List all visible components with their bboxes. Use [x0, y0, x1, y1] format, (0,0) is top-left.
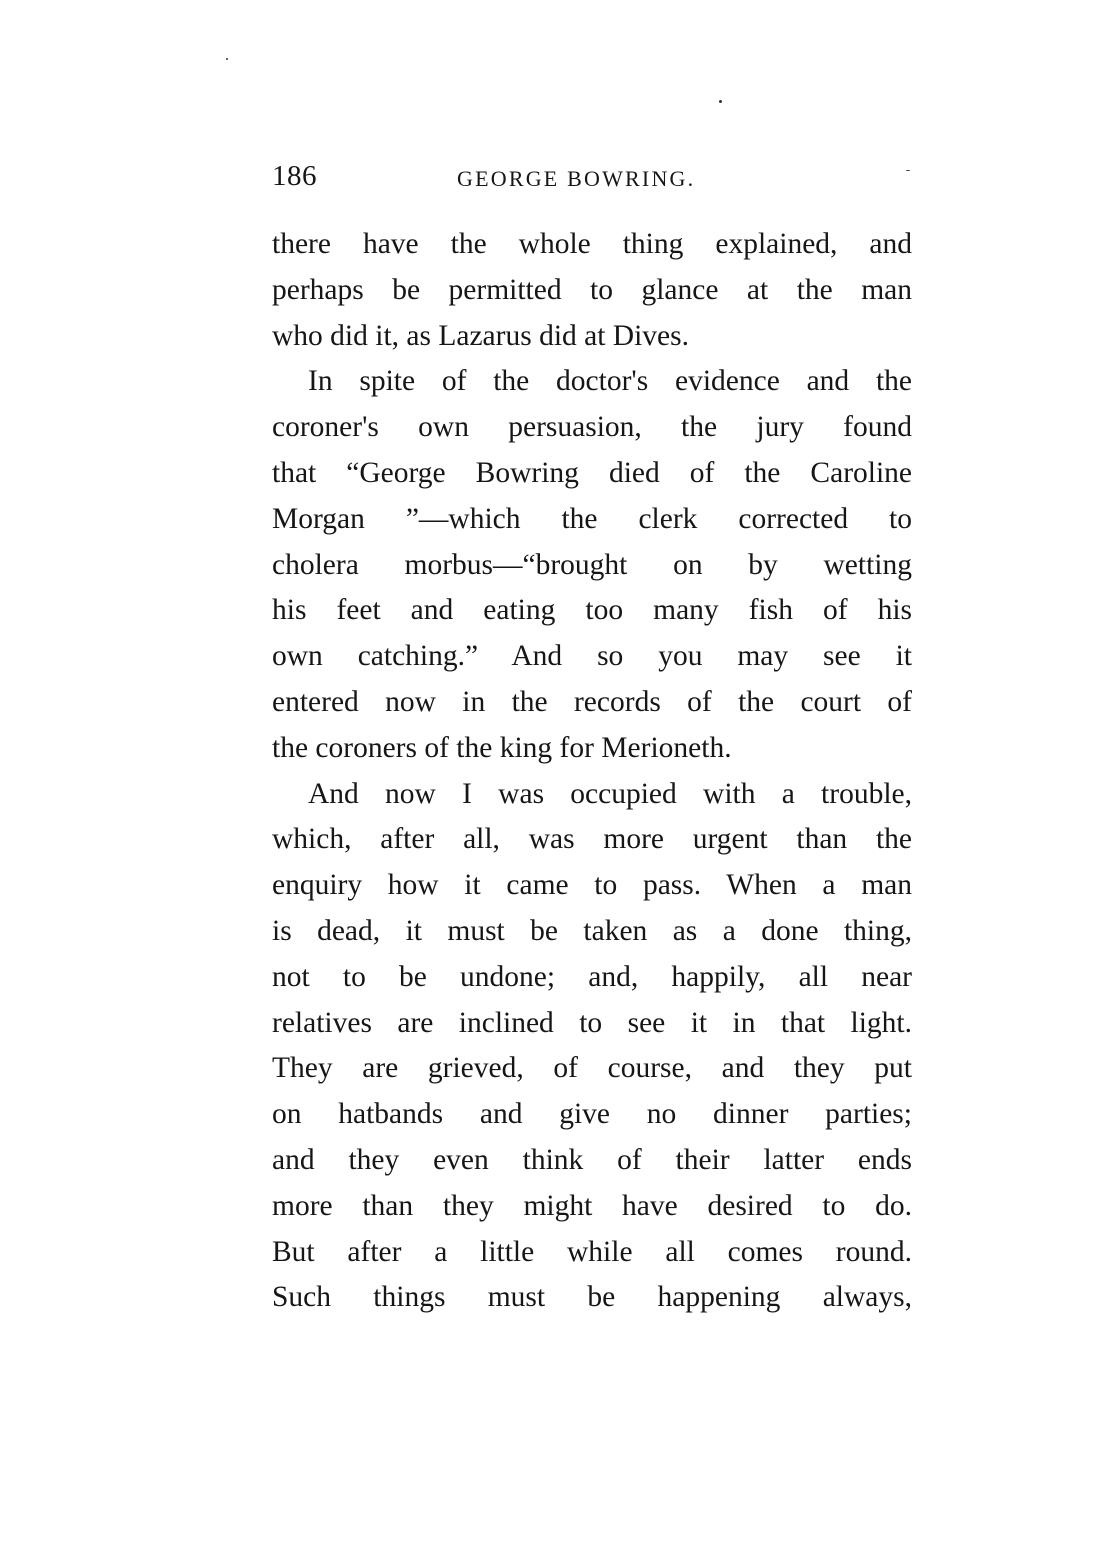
paragraph	[272, 359, 912, 771]
page-number: 186	[272, 160, 317, 192]
text-line: is dead, it must be taken as a done thing,	[272, 914, 912, 947]
paragraph	[272, 222, 912, 359]
text-line: his feet and eating too many fish of his	[272, 594, 912, 627]
text-line: coroner's own persuasion, the jury found	[272, 411, 912, 444]
text-line: entered now in the records of the court of	[272, 685, 912, 718]
text-line: They are grieved, of course, and they put	[272, 1052, 912, 1085]
text-line: And now I was occupied with a trouble,	[308, 777, 912, 810]
text-line: on hatbands and give no dinner parties;	[272, 1098, 912, 1131]
paragraph	[272, 772, 912, 1322]
text-line: enquiry how it came to pass. When a man	[272, 869, 912, 902]
text-line: But after a little while all comes round.	[272, 1235, 912, 1268]
body-text	[272, 222, 912, 1321]
text-line: that “George Bowring died of the Caroline	[272, 456, 912, 489]
text-line: perhaps be permitted to glance at the man	[272, 273, 912, 306]
page-header	[272, 160, 912, 200]
text-line: own catching.” And so you may see it	[272, 640, 912, 673]
text-line: more than they might have desired to do.	[272, 1189, 912, 1222]
scan-speck	[719, 100, 722, 103]
running-head: GEORGE BOWRING.	[457, 166, 696, 191]
text-line: Morgan ”—which the clerk corrected to	[272, 502, 912, 535]
text-line: not to be undone; and, happily, all near	[272, 960, 912, 993]
text-line: cholera morbus—“brought on by wetting	[272, 548, 912, 581]
text-line: Such things must be happening always,	[272, 1281, 912, 1314]
text-line: who did it, as Lazarus did at Dives.	[272, 319, 690, 352]
text-line: relatives are inclined to see it in that light.	[272, 1006, 912, 1039]
text-line: the coroners of the king for Merioneth.	[272, 731, 732, 764]
text-line: and they even think of their latter ends	[272, 1143, 912, 1176]
text-line: In spite of the doctor's evidence and the	[308, 365, 912, 398]
scan-speck	[226, 58, 228, 60]
text-line: which, after all, was more urgent than the	[272, 823, 912, 856]
text-line: there have the whole thing explained, and	[272, 228, 912, 260]
